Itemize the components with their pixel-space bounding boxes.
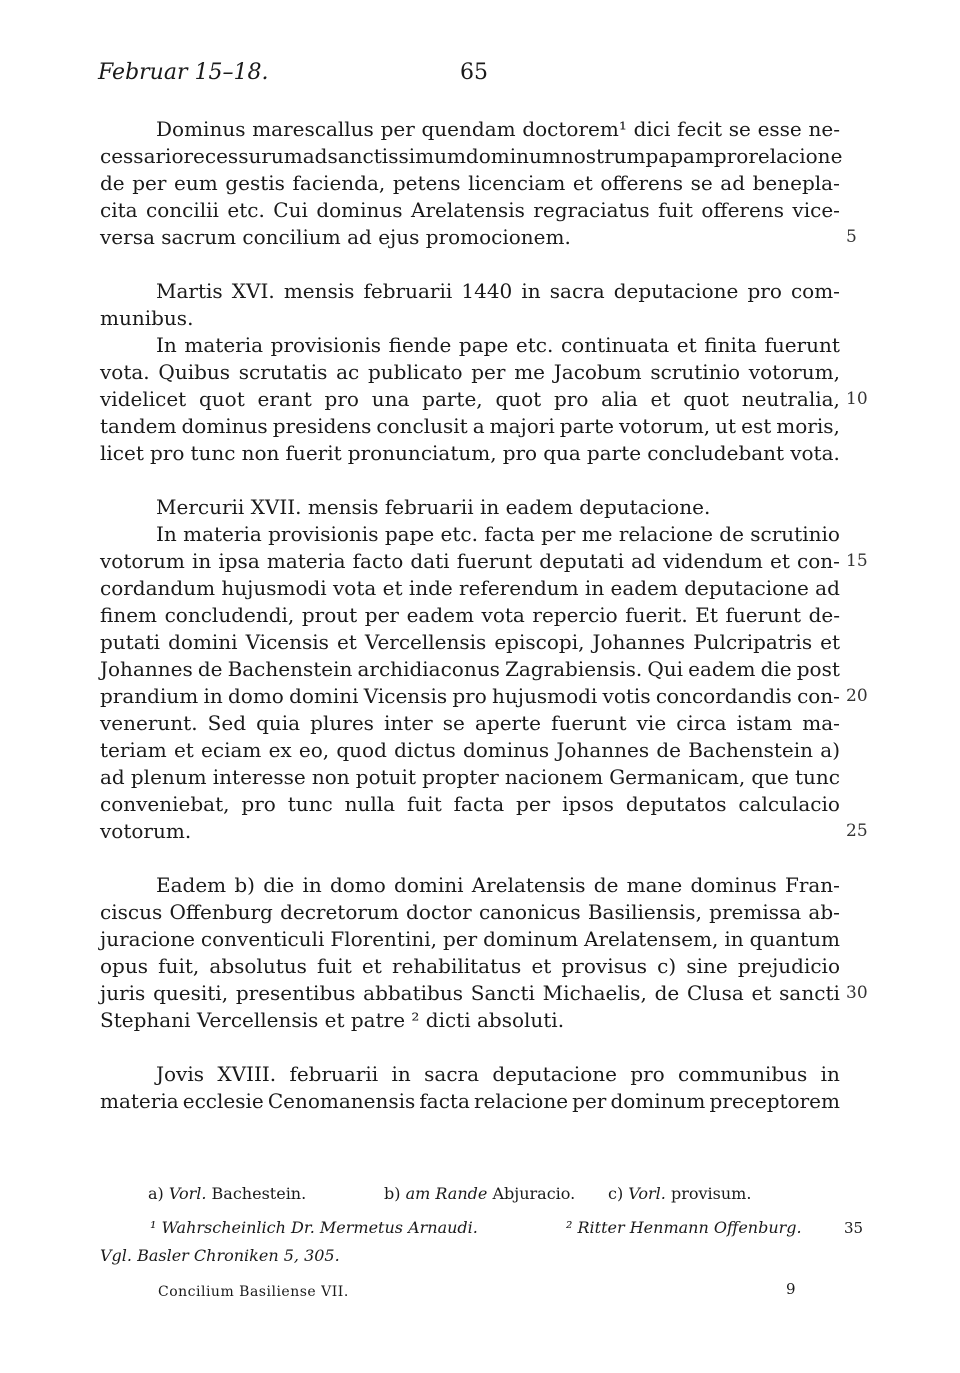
line-number: 20 — [846, 686, 868, 706]
line-number: 15 — [846, 551, 868, 571]
text-line: juracione conventiculi Florentini, per dominum Arelatensem, in quantum — [100, 927, 840, 951]
text-line: materia ecclesie Cenomanensis facta relacione per dominum preceptorem — [100, 1089, 840, 1113]
text-line: Johannes de Bachenstein archidiaconus Zagrabiensis. Qui eadem die post — [100, 657, 840, 681]
paragraph-gap — [100, 1034, 840, 1061]
footnote-continuation-row — [100, 1242, 860, 1270]
series-footer: Concilium Basiliense VII. — [158, 1284, 349, 1300]
text-line: cordandum hujusmodi vota et inde referendum in eadem deputacione ad — [100, 576, 840, 600]
text-line: putati domini Vicensis et Vercellensis episcopi, Johannes Pulcripatris et — [100, 630, 840, 654]
text-line: Dominus marescallus per quendam doctorem¹ dici fecit se esse ne- — [156, 117, 840, 141]
text-line: venerunt. Sed quia plures inter se aperte fuerunt vie circa istam ma- — [100, 711, 840, 735]
text-line: munibus. — [100, 306, 194, 330]
text-line: finem concludendi, prout per eadem vota repercio fuerit. Et fuerunt de- — [100, 603, 840, 627]
text-line: cessario recessurum ad sanctissimum dominum nostrum papam pro relacione — [100, 144, 843, 168]
variant-note-b: b) am Rande Abjuracio. — [384, 1184, 576, 1203]
text-line: de per eum gestis facienda, petens licenciam et offerens se ad benepla- — [100, 171, 840, 195]
text-line: Eadem b) die in domo domini Arelatensis de mane dominus Fran- — [156, 873, 840, 897]
line-number: 25 — [846, 821, 868, 841]
line-number: 5 — [846, 227, 857, 247]
text-line: Martis XVI. mensis februarii 1440 in sacra deputacione pro com- — [156, 279, 840, 303]
variant-note-c: c) Vorl. provisum. — [608, 1184, 752, 1203]
variant-note-a: a) Vorl. Bachestein. — [148, 1184, 307, 1203]
text-line: cita concilii etc. Cui dominus Arelatensis regraciatus fuit offerens vice- — [100, 198, 840, 222]
text-line: In materia provisionis fiende pape etc. continuata et finita fuerunt — [156, 333, 840, 357]
text-line: tandem dominus presidens conclusit a majori parte votorum, ut est moris, — [100, 414, 840, 438]
footnote-2: ² Ritter Henmann Offenburg. — [566, 1218, 802, 1237]
footnote-1-continuation: Vgl. Basler Chroniken 5, 305. — [100, 1246, 340, 1265]
text-line: votorum in ipsa materia facto dati fuerunt deputati ad videndum et con- 15 — [100, 549, 868, 573]
text-line: Jovis XVIII. februarii in sacra deputacione pro communibus in — [156, 1062, 840, 1086]
text-line: vota. Quibus scrutatis ac publicato per me Jacobum scrutinio votorum, — [100, 360, 840, 384]
signature-mark: 9 — [786, 1280, 796, 1298]
text-line: ciscus Offenburg decretorum doctor canonicus Basiliensis, premissa ab- — [100, 900, 840, 924]
running-header — [98, 60, 838, 90]
text-line: votorum. 25 — [100, 819, 868, 843]
text-line: conveniebat, pro tunc nulla fuit facta per ipsos deputatos calculacio — [100, 792, 840, 816]
text-line: ad plenum interesse non potuit propter nacionem Germanicam, que tunc — [100, 765, 840, 789]
line-number: 30 — [846, 983, 868, 1003]
footnotes-row — [100, 1214, 864, 1242]
text-line: Mercurii XVII. mensis februarii in eadem deputacione. — [156, 495, 711, 519]
text-line: teriam et eciam ex eo, quod dictus dominus Johannes de Bachenstein a) — [100, 738, 840, 762]
page-number: 65 — [460, 60, 488, 85]
main-text — [100, 116, 868, 1115]
text-line: Stephani Vercellensis et patre ² dicti absoluti. — [100, 1008, 565, 1032]
text-line: videlicet quot erant pro una parte, quot pro alia et quot neutralia, 10 — [100, 387, 868, 411]
notes — [100, 1180, 864, 1270]
text-line: opus fuit, absolutus fuit et rehabilitatus et provisus c) sine prejudicio — [100, 954, 840, 978]
running-title: Februar 15–18. — [98, 60, 269, 85]
text-line: prandium in domo domini Vicensis pro hujusmodi votis concordandis con- 20 — [100, 684, 868, 708]
paragraph-gap — [100, 845, 840, 872]
line-number: 10 — [846, 389, 868, 409]
paragraph-gap — [100, 251, 840, 278]
footnote-line-number: 35 — [844, 1219, 864, 1237]
text-line: juris quesiti, presentibus abbatibus Sancti Michaelis, de Clusa et sancti 30 — [100, 981, 868, 1005]
text-line: In materia provisionis pape etc. facta per me relacione de scrutinio — [156, 522, 840, 546]
text-line: licet pro tunc non fuerit pronunciatum, pro qua parte concludebant vota. — [100, 441, 840, 465]
text-line: versa sacrum concilium ad ejus promocionem. 5 — [100, 225, 857, 249]
variant-notes — [100, 1180, 860, 1208]
paragraph-gap — [100, 467, 840, 494]
footnote-1: ¹ Wahrscheinlich Dr. Mermetus Arnaudi. — [150, 1218, 478, 1237]
